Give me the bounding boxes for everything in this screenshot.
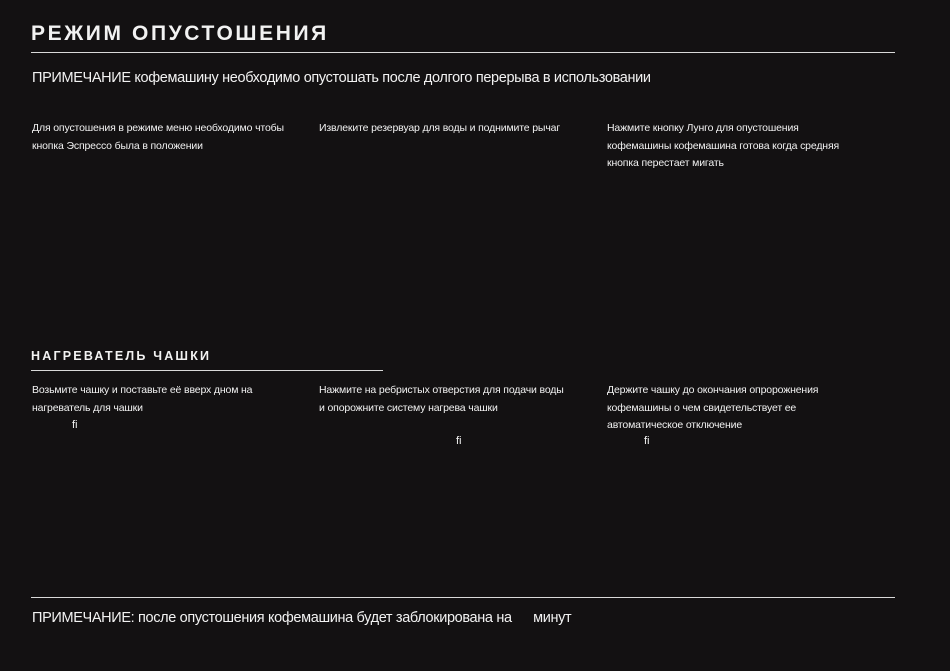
step-line: кнопка Эспрессо была в положении <box>32 139 203 152</box>
step-line: и опорожните систему нагрева чашки <box>319 401 498 414</box>
bottom-note <box>32 608 571 628</box>
step-line: Извлеките резервуар для воды и поднимите рычаг <box>319 122 561 134</box>
step-line: нагреватель для чашки <box>32 401 143 414</box>
step-line: кофемашины о чем свидетельствует ее <box>607 401 797 414</box>
ligature-glyph: ﬁ <box>644 435 650 447</box>
step-line: автоматическое отключение <box>607 419 743 431</box>
step-line: Нажмите кнопку Лунго для опустошения <box>607 122 799 134</box>
emptying-step-1 <box>32 120 312 155</box>
step-line: Нажмите на ребристых отверстия для подачи воды <box>319 384 564 396</box>
bottom-note-unit: минут <box>533 610 572 626</box>
bottom-note-text: после опустошения кофемашина будет заблокирована на <box>138 610 512 626</box>
cup-heater-divider <box>31 370 383 371</box>
ligature-glyph: ﬁ <box>456 435 462 447</box>
step-line: Возьмите чашку и поставьте её вверх дном на <box>32 384 253 396</box>
ligature-glyph: ﬁ <box>72 419 78 431</box>
step-line: кофемашины кофемашина готова когда средняя <box>607 139 840 152</box>
bottom-divider <box>31 597 895 598</box>
cup-heater-step-2 <box>319 382 599 417</box>
top-note-text: кофемашину необходимо опустошать после долгого перерыва в использовании <box>134 70 651 86</box>
emptying-step-3 <box>607 120 887 173</box>
step-line: кнопка перестает мигать <box>607 157 724 169</box>
step-line: Держите чашку до окончания опророжнения <box>607 384 819 396</box>
cup-heater-step-3 <box>607 382 887 435</box>
emptying-step-2 <box>319 120 599 138</box>
title-divider <box>31 52 895 53</box>
page-title: РЕЖИМ ОПУСТОШЕНИЯ <box>31 22 329 45</box>
top-note <box>32 68 651 88</box>
step-line: Для опустошения в режиме меню необходимо чтобы <box>32 122 284 134</box>
top-note-label: ПРИМЕЧАНИЕ <box>32 70 131 86</box>
cup-heater-step-1 <box>32 382 312 417</box>
bottom-note-label: ПРИМЕЧАНИЕ: <box>32 610 135 626</box>
cup-heater-title: НАГРЕВАТЕЛЬ ЧАШКИ <box>31 349 212 363</box>
